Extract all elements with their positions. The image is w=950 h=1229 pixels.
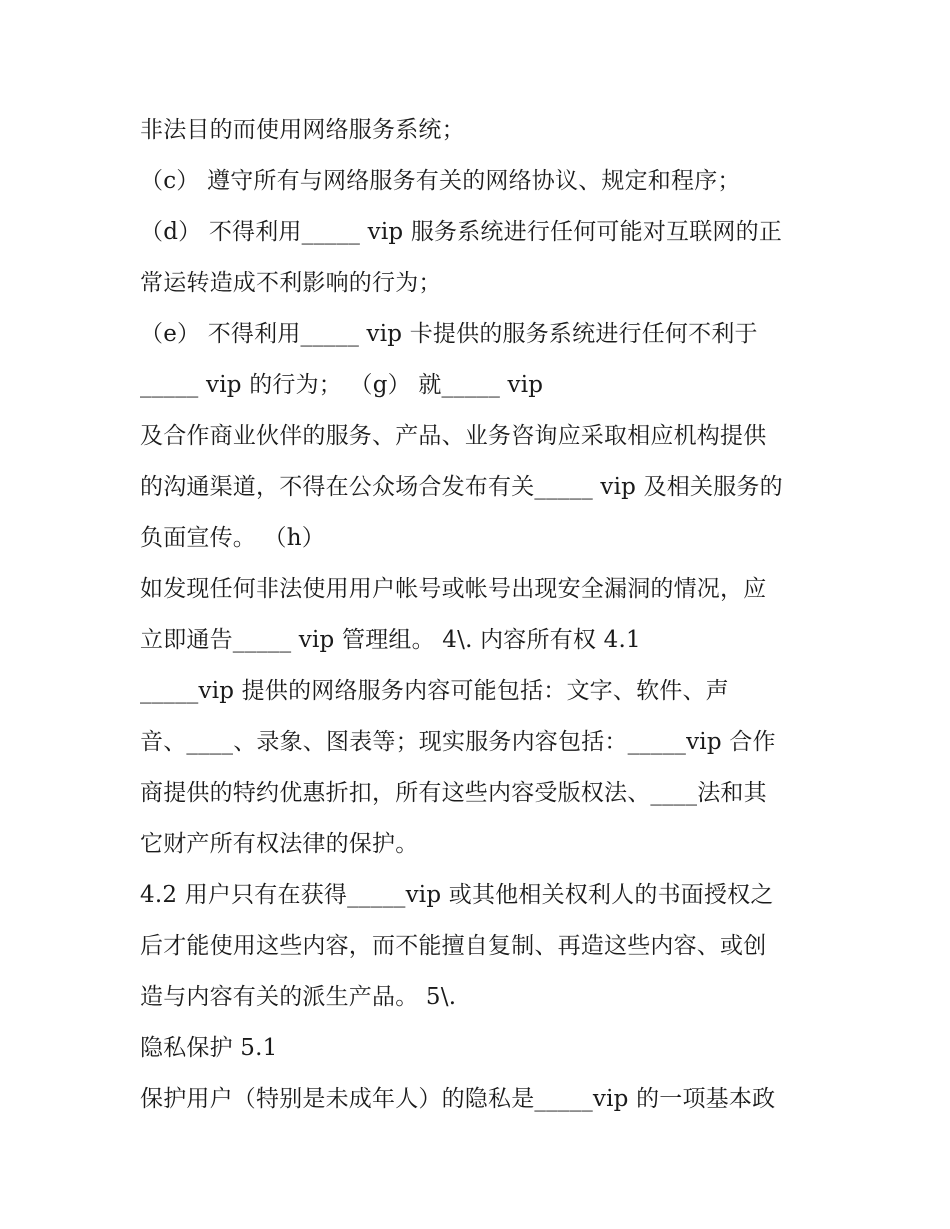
text-line: 负面宣传。 （h）: [140, 525, 325, 551]
text-line: 它财产所有权法律的保护。: [140, 831, 419, 857]
document-body: [140, 107, 820, 1127]
text-line: 商提供的特约优惠折扣，所有这些内容受版权法、____法和其: [140, 780, 767, 806]
text-line: _____vip 提供的网络服务内容可能包括：文字、软件、声: [140, 678, 729, 704]
text-line: 4.2 用户只有在获得_____vip 或其他相关权利人的书面授权之: [140, 882, 774, 908]
text-line: 造与内容有关的派生产品。 5\.: [140, 984, 457, 1010]
text-line: 保护用户（特别是未成年人）的隐私是_____vip 的一项基本政: [140, 1086, 776, 1112]
text-line: 非法目的而使用网络服务系统；: [140, 117, 465, 143]
text-line: （c） 遵守所有与网络服务有关的网络协议、规定和程序；: [140, 168, 741, 194]
text-line: 隐私保护 5.1: [140, 1035, 278, 1061]
text-line: 常运转造成不利影响的行为；: [140, 270, 442, 296]
text-line: 如发现任何非法使用用户帐号或帐号出现安全漏洞的情况，应: [140, 576, 767, 602]
text-line: （e） 不得利用_____ vip 卡提供的服务系统进行任何不利于: [140, 321, 758, 347]
text-line: 及合作商业伙伴的服务、产品、业务咨询应采取相应机构提供: [140, 423, 767, 449]
text-line: 的沟通渠道，不得在公众场合发布有关_____ vip 及相关服务的: [140, 474, 783, 500]
text-line: 后才能使用这些内容，而不能擅自复制、再造这些内容、或创: [140, 933, 767, 959]
text-line: 立即通告_____ vip 管理组。 4\. 内容所有权 4.1: [140, 627, 641, 653]
text-line: _____ vip 的行为； （g） 就_____ vip: [140, 372, 544, 398]
text-line: 音、____、录象、图表等；现实服务内容包括：_____vip 合作: [140, 729, 776, 755]
text-line: （d） 不得利用_____ vip 服务系统进行任何可能对互联网的正: [140, 219, 783, 245]
